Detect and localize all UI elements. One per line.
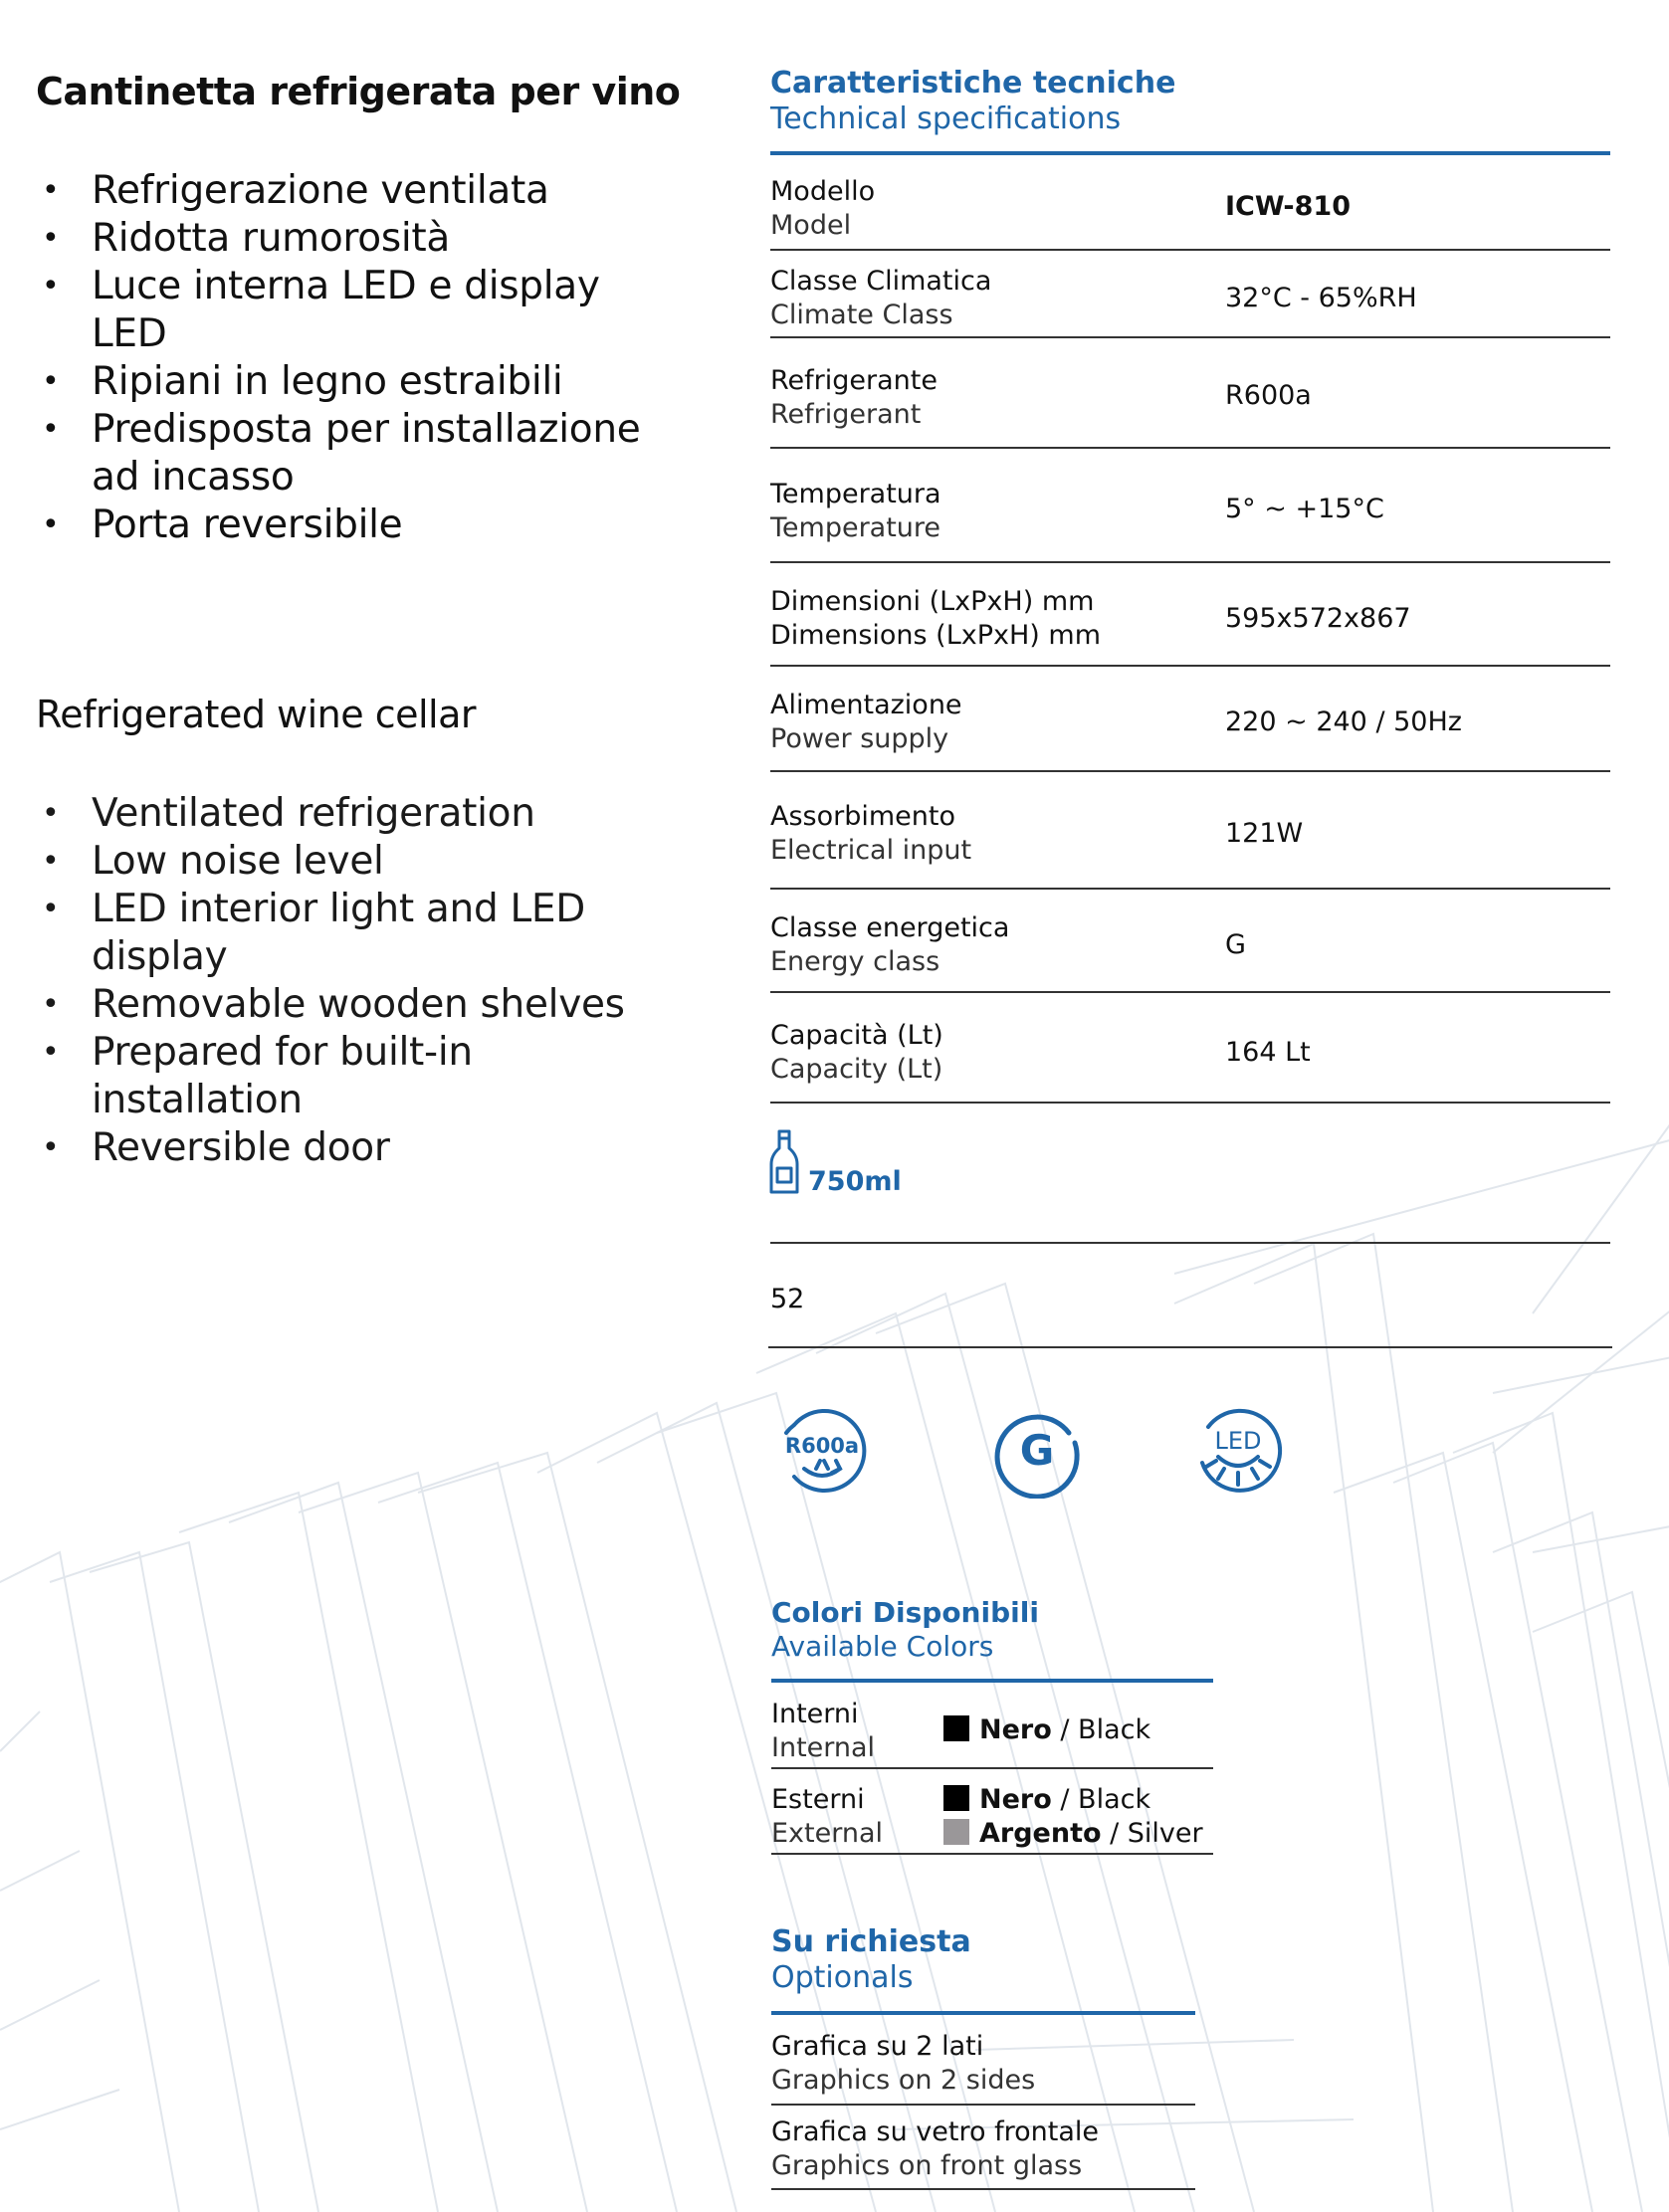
divider [768, 1346, 1612, 1348]
refrigerant-r600a-icon [774, 1403, 870, 1499]
divider [771, 1767, 1213, 1769]
wine-bottle-icon [768, 1128, 800, 1196]
list-item: • Low noise level [42, 839, 384, 884]
list-item: • Ripiani in legno estraibili [42, 359, 563, 404]
black-swatch [943, 1715, 969, 1741]
color-value-external-silver: Argento / Silver [943, 1817, 1203, 1851]
list-item: • Refrigerazione ventilata [42, 168, 549, 213]
divider [771, 2011, 1195, 2015]
bottle-size: 750ml [808, 1166, 902, 1197]
italian-feature-list [36, 167, 653, 549]
divider [770, 665, 1610, 667]
badge-energy-class-text: G [1019, 1426, 1055, 1475]
spec-value-capacity: 164 Lt [1225, 1037, 1311, 1068]
list-item: • Removable wooden shelves [42, 982, 625, 1027]
optionals-title-en: Optionals [771, 1960, 914, 1995]
bullet-icon: • [42, 987, 60, 1022]
spec-value-dimensions: 595x572x867 [1225, 603, 1411, 634]
led-light-icon [1190, 1403, 1286, 1499]
spec-label-temperature: Temperatura Temperature [770, 479, 941, 543]
list-item: • Predisposta per installazione ad incasso [42, 407, 641, 500]
bullet-icon: • [42, 892, 60, 926]
spec-label-capacity: Capacità (Lt) Capacity (Lt) [770, 1020, 943, 1085]
color-label-internal: Interni Internal [771, 1699, 876, 1763]
energy-class-icon [991, 1403, 1087, 1499]
colors-title-en: Available Colors [771, 1630, 994, 1663]
badge-led-text: LED [1214, 1427, 1262, 1455]
spec-label-refrigerant: Refrigerante Refrigerant [770, 365, 938, 430]
specs-heading [770, 66, 1175, 137]
colors-title-it: Colori Disponibili [771, 1596, 1039, 1629]
colors-heading [771, 1596, 1039, 1664]
spec-label-dimensions: Dimensioni (LxPxH) mm Dimensions (LxPxH) mm [770, 586, 1102, 651]
silver-swatch [943, 1819, 969, 1845]
bullet-icon: • [42, 173, 60, 208]
divider [770, 1102, 1610, 1104]
english-feature-list [36, 790, 653, 1172]
list-item: • LED interior light and LED display [42, 887, 586, 979]
bullet-icon: • [42, 1130, 60, 1165]
divider [770, 249, 1610, 251]
bullet-icon: • [42, 507, 60, 542]
spec-value-model: ICW-810 [1225, 191, 1351, 222]
spec-label-model: Modello Model [770, 176, 876, 241]
spec-value-climate-class: 32°C - 65%RH [1225, 283, 1417, 313]
optionals-heading [771, 1924, 971, 1996]
divider [770, 447, 1610, 449]
specs-title-en: Technical specifications [770, 101, 1122, 136]
list-item: • Reversible door [42, 1125, 390, 1170]
divider [771, 1679, 1213, 1683]
italian-product-title: Cantinetta refrigerata per vino [36, 70, 681, 113]
spec-value-power-supply: 220 ~ 240 / 50Hz [1225, 706, 1462, 737]
list-item: • Luce interna LED e display LED [42, 264, 600, 356]
spec-value-temperature: 5° ~ +15°C [1225, 494, 1384, 524]
bullet-icon: • [42, 412, 60, 447]
spec-value-energy-class: G [1225, 929, 1246, 960]
bullet-icon: • [42, 364, 60, 399]
optional-item-graphics-2-sides: Grafica su 2 lati Graphics on 2 sides [771, 2031, 1036, 2096]
bullet-icon: • [42, 221, 60, 256]
color-value-internal: Nero / Black [943, 1713, 1150, 1747]
optionals-title-it: Su richiesta [771, 1924, 971, 1959]
spec-label-energy-class: Classe energetica Energy class [770, 912, 1010, 977]
spec-value-refrigerant: R600a [1225, 380, 1312, 411]
spec-label-electrical-input: Assorbimento Electrical input [770, 801, 972, 866]
divider [771, 2188, 1195, 2190]
list-item: • Ventilated refrigeration [42, 791, 535, 836]
divider [770, 770, 1610, 772]
list-item: • Ridotta rumorosità [42, 216, 451, 261]
black-swatch [943, 1785, 969, 1811]
spec-label-power-supply: Alimentazione Power supply [770, 690, 962, 754]
divider [770, 991, 1610, 993]
color-label-external: Esterni External [771, 1784, 884, 1849]
bullet-icon: • [42, 796, 60, 831]
list-item: • Porta reversibile [42, 503, 403, 547]
list-item: • Prepared for built-in installation [42, 1030, 473, 1122]
divider [770, 561, 1610, 563]
divider [770, 336, 1610, 338]
specs-title-it: Caratteristiche tecniche [770, 66, 1176, 101]
divider [770, 1242, 1610, 1244]
bullet-icon: • [42, 269, 60, 303]
english-product-title: Refrigerated wine cellar [36, 693, 476, 736]
bullet-icon: • [42, 1035, 60, 1070]
spec-value-electrical-input: 121W [1225, 818, 1304, 849]
spec-label-climate-class: Classe Climatica Climate Class [770, 266, 992, 330]
badge-r600a-text: R600a [784, 1434, 860, 1458]
color-value-external-black: Nero / Black [943, 1783, 1150, 1817]
divider [771, 2104, 1195, 2106]
bottle-quantity: 52 [770, 1284, 805, 1314]
optional-item-graphics-front-glass: Grafica su vetro frontale Graphics on front glass [771, 2116, 1099, 2181]
divider [770, 888, 1610, 890]
bullet-icon: • [42, 844, 60, 879]
divider [771, 1853, 1213, 1855]
divider [770, 151, 1610, 155]
